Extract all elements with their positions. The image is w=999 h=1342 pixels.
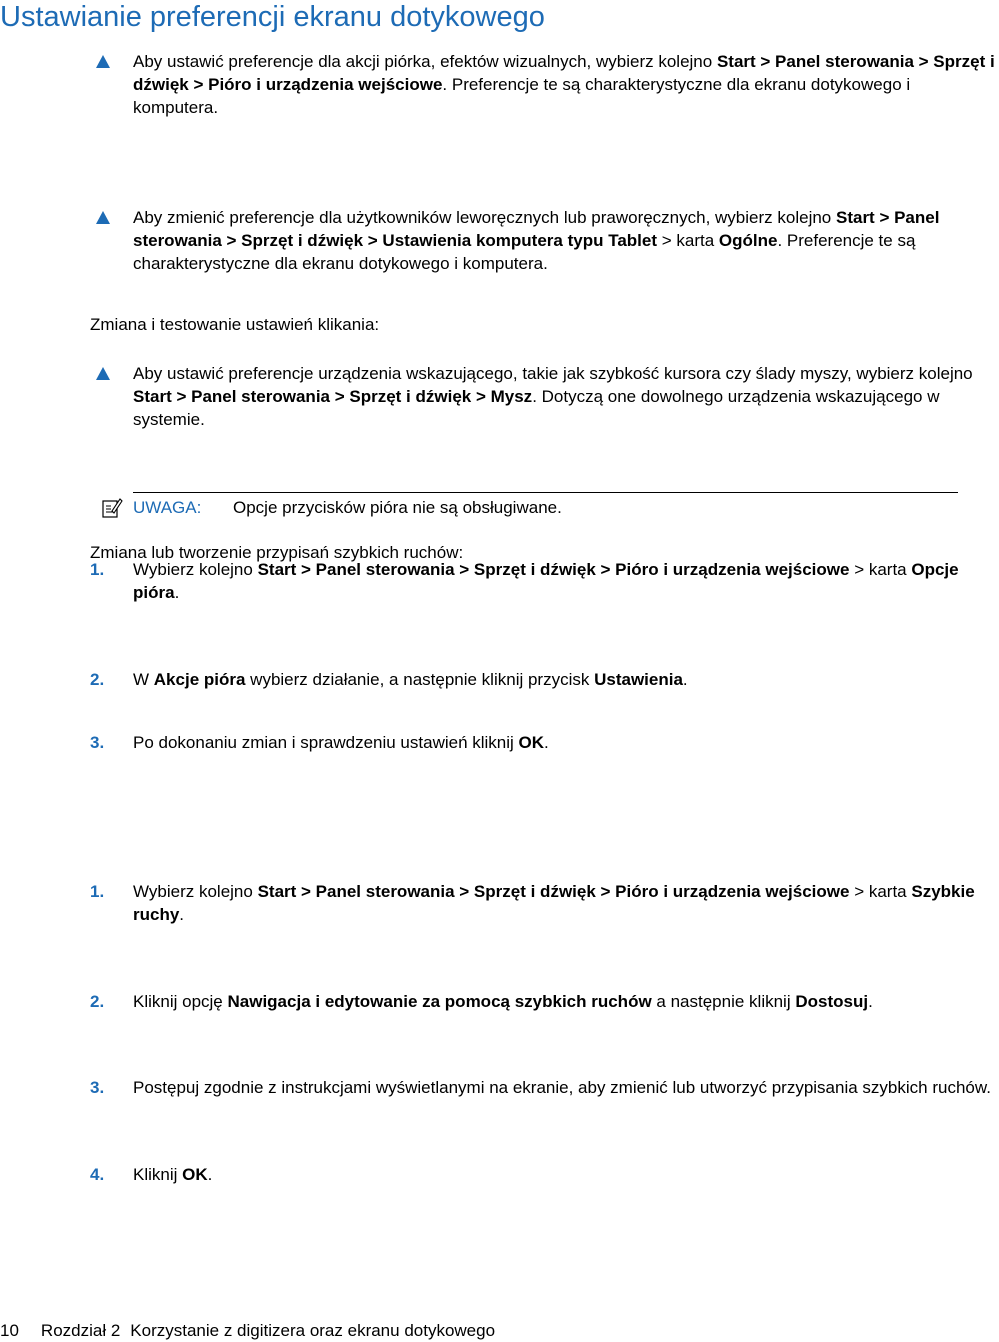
note-label: UWAGA:	[133, 498, 202, 517]
step-number: 1.	[90, 560, 105, 579]
bullet-item-handedness-preferences: Aby zmienić preferencje dla użytkowników leworęcznych lub praworęcznych, wybierz kolejno Start > Panel sterowania > Sprzęt i dźwięk > Ustawienia komputera typu Tablet > karta Ogólne. Preferencje te są charakterystyczne dla ekranu dotykowego i komputera.	[90, 206, 999, 275]
step-item: 2. W Akcje pióra wybierz działanie, a następnie kliknij przycisk Ustawienia.	[90, 670, 688, 689]
step-number: 1.	[90, 882, 105, 901]
step-number: 4.	[90, 1165, 105, 1184]
triangle-bullet-icon	[96, 55, 110, 68]
note-divider	[133, 492, 958, 493]
note-text: Opcje przycisków pióra nie są obsługiwane.	[233, 498, 562, 517]
page-number: 10	[0, 1321, 19, 1340]
page-title: Ustawianie preferencji ekranu dotykowego	[0, 1, 545, 33]
step-item: 3. Postępuj zgodnie z instrukcjami wyświetlanymi na ekranie, aby zmienić lub utworzyć przypisania szybkich ruchów.	[90, 1078, 991, 1097]
step-item: 1. Wybierz kolejno Start > Panel sterowania > Sprzęt i dźwięk > Pióro i urządzenia wejściowe > karta Szybkie ruchy.	[90, 882, 975, 924]
page-footer	[0, 1319, 509, 1342]
bullet-item-pen-preferences: Aby ustawić preferencje dla akcji piórka, efektów wizualnych, wybierz kolejno Start > Panel sterowania > Sprzęt i dźwięk > Pióro i urządzenia wejściowe. Preferencje te są charakterystyczne dla ekranu dotykowego i komputera.	[90, 50, 999, 119]
note-pencil-icon	[102, 498, 122, 518]
note-box	[90, 490, 958, 520]
triangle-bullet-icon	[96, 211, 110, 224]
section-intro-flicks: Zmiana lub tworzenie przypisań szybkich ruchów:	[90, 543, 464, 562]
bullet-item-pointing-device-preferences: Aby ustawić preferencje urządzenia wskazującego, takie jak szybkość kursora czy ślady myszy, wybierz kolejno Start > Panel sterowania > Sprzęt i dźwięk > Mysz. Dotyczą one dowolnego urządzenia wskazującego w systemie.	[90, 362, 999, 431]
section-intro-clicking: Zmiana i testowanie ustawień klikania:	[90, 315, 380, 334]
chapter-number: Rozdział 2	[40, 1321, 121, 1340]
step-item: 2. Kliknij opcję Nawigacja i edytowanie za pomocą szybkich ruchów a następnie kliknij Dostosuj.	[90, 992, 873, 1011]
step-item: 1. Wybierz kolejno Start > Panel sterowania > Sprzęt i dźwięk > Pióro i urządzenia wejściowe > karta Opcje pióra.	[90, 560, 959, 602]
step-item: 3. Po dokonaniu zmian i sprawdzeniu ustawień kliknij OK.	[90, 733, 549, 752]
step-number: 3.	[90, 733, 105, 752]
step-number: 3.	[90, 1078, 105, 1097]
step-item: 4. Kliknij OK.	[90, 1165, 213, 1184]
triangle-bullet-icon	[96, 367, 110, 380]
step-number: 2.	[90, 992, 105, 1011]
step-number: 2.	[90, 670, 105, 689]
chapter-title: Korzystanie z digitizera oraz ekranu dotykowego	[130, 1321, 496, 1340]
